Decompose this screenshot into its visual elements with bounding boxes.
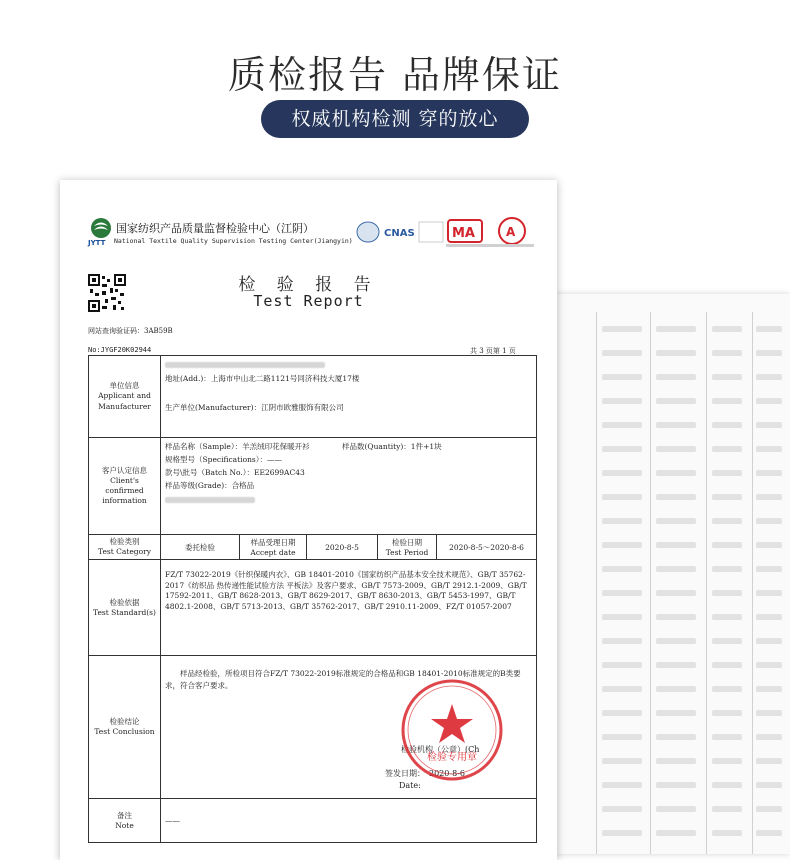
seal-text: 检验专用章 [427, 752, 477, 763]
back-sheet-row [556, 562, 790, 576]
test-period-label: 检验日期 Test Period [378, 535, 437, 560]
back-sheet-row [556, 730, 790, 744]
sample-grade: 样品等级(Grade)：合格品 [165, 481, 255, 491]
issue-date: 2020-8-6 [429, 769, 465, 779]
org-name-cn: 国家纺织产品质量监督检验中心（江阴） [116, 222, 314, 235]
standard-label: 检验依据 Test Standard(s) [89, 560, 161, 656]
back-sheet-row [556, 466, 790, 480]
standard-text: FZ/T 73022-2019《针织保暖内衣》、GB 18401-2010《国家纺织产品基本安全技术规范》、GB/T 35762-2017《纺织品 热传递性能试验方法 平板法》及客户要求、GB/T 7573-2009、GB/T 2912.1-2009、GB/T 17592-2011、GB/T 8628-2013、GB/T 8629-2017、GB/T 8630-2013、GB/T 5453-1997、GB/T 4802.1-2008、GB/T 5713-2013、GB/T 35762-2017、GB/T 2910.11-2009、FZ/T 01057-2007 [161, 560, 537, 656]
conclusion-text: 样品经检验，所检项目符合FZ/T 73022-2019标准规定的合格品和GB 18401-2010标准规定的B类要求，符合客户要求。 [165, 669, 521, 690]
back-sheet-row [556, 442, 790, 456]
back-sheet-row [556, 322, 790, 336]
category-value: 委托检验 [161, 535, 240, 560]
manufacturer: 生产单位(Manufacturer)：江阴市欧雅服饰有限公司 [165, 402, 344, 412]
cert-badges-icon [356, 216, 536, 252]
svg-text:CNAS: CNAS [384, 228, 415, 239]
note-label: 备注 Note [89, 799, 161, 843]
query-code: 网站查询验证码：3AB59B [88, 327, 173, 335]
batch-number: 款号\批号（Batch No.）：EE2699AC43 [165, 468, 305, 478]
redacted-applicant [165, 362, 325, 368]
test-period: 2020-8-5～2020-8-6 [437, 535, 537, 560]
back-sheet-row [556, 610, 790, 624]
stamp-authority-line: 检验机构（公章）(Ch [401, 745, 480, 755]
applicant-address: 地址(Add.)：上海市中山北二路1121号同济科技大厦17楼 [165, 374, 360, 384]
org-logo-text: JYTT [88, 239, 106, 247]
back-sheet-row [556, 778, 790, 792]
report-number: No:JYGF20K02944 [88, 346, 152, 354]
sample-quantity: 样品数(Quantity)：1件+1块 [342, 442, 442, 451]
center-logo-icon [90, 217, 112, 239]
back-sheet-row [556, 634, 790, 648]
report-title-cn: 检 验 报 告 [238, 275, 379, 295]
subtitle-pill: 权威机构检测 穿的放心 [261, 100, 529, 138]
back-sheet-row [556, 394, 790, 408]
official-seal-icon [400, 678, 505, 783]
org-name-en: National Textile Quality Supervision Testing Center(Jiangyin) [114, 237, 353, 245]
date-label: Date: [399, 781, 421, 791]
back-sheet-row [556, 346, 790, 360]
headline: 质检报告 品牌保证 [227, 53, 563, 97]
category-label: 检验类别 Test Category [89, 535, 161, 560]
back-sheet-row [556, 514, 790, 528]
back-sheet-row [556, 370, 790, 384]
client-label: 客户认定信息 Client's confirmed information [89, 438, 161, 535]
report-title-en: Test Report [253, 292, 364, 310]
accept-date: 2020-8-5 [307, 535, 378, 560]
page-count: 共 3 页第 1 页 [470, 347, 516, 355]
sample-name: 样品名称（Sample）：羊羔绒印花保暖开衫 [165, 442, 310, 451]
back-report-sheet [556, 294, 790, 854]
back-sheet-row [556, 538, 790, 552]
conclusion-label: 检验结论 Test Conclusion [89, 656, 161, 799]
back-sheet-row [556, 802, 790, 816]
svg-text:A: A [506, 225, 516, 239]
issue-date-label: 签发日期： [385, 769, 425, 779]
back-sheet-row [556, 706, 790, 720]
applicant-label: 单位信息 Applicant and Manufacturer [89, 356, 161, 438]
svg-text:MA: MA [452, 226, 475, 241]
back-sheet-row [556, 490, 790, 504]
back-sheet-row [556, 658, 790, 672]
redacted-client [165, 497, 255, 503]
back-sheet-row [556, 418, 790, 432]
report-document [60, 180, 557, 860]
back-sheet-row [556, 586, 790, 600]
back-sheet-row [556, 682, 790, 696]
specifications: 规格型号（Specifications）：—— [165, 455, 283, 465]
back-sheet-row [556, 754, 790, 768]
note-value: —— [161, 799, 537, 843]
back-sheet-row [556, 826, 790, 840]
accept-date-label: 样品受理日期 Accept date [240, 535, 307, 560]
